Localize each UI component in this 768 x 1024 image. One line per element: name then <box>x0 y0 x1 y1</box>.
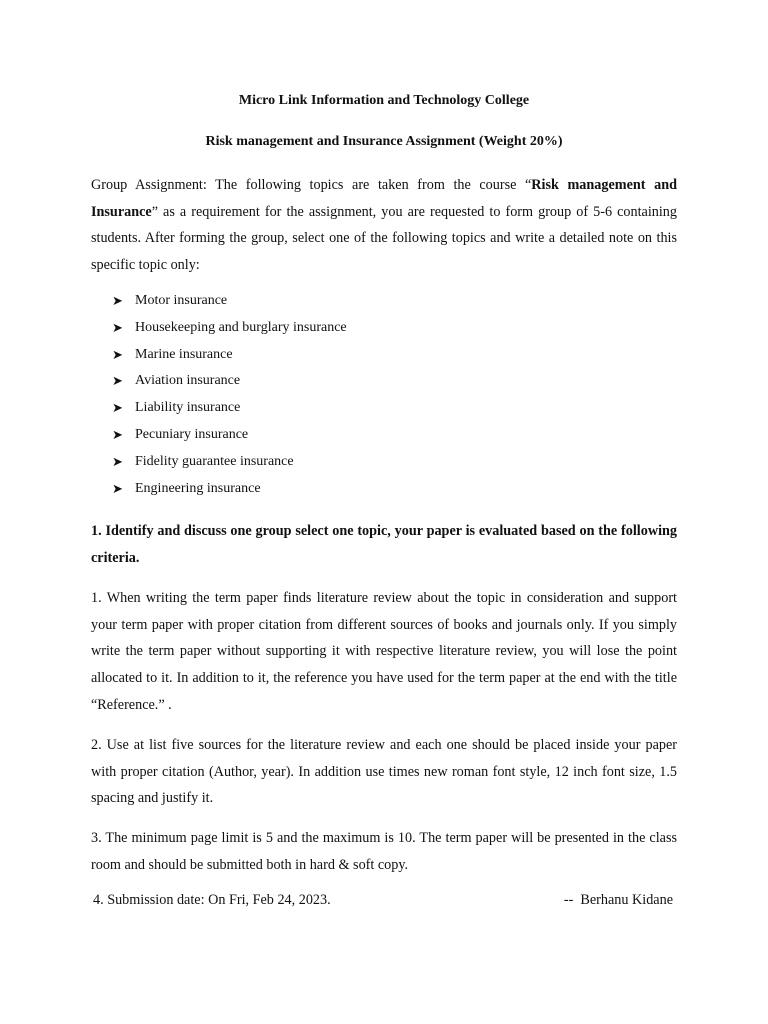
list-item <box>112 371 347 398</box>
topic-label: Liability insurance <box>135 400 241 416</box>
college-name-heading: Micro Link Information and Technology College <box>238 93 530 108</box>
topic-label: Engineering insurance <box>135 480 261 496</box>
arrowhead-bullet-icon: ➤ <box>112 426 123 442</box>
list-item <box>112 398 347 425</box>
arrowhead-bullet-icon: ➤ <box>112 400 123 416</box>
arrowhead-bullet-icon: ➤ <box>112 480 123 496</box>
list-item <box>112 479 347 506</box>
arrowhead-bullet-icon: ➤ <box>112 453 123 469</box>
topic-label: Fidelity guarantee insurance <box>135 453 294 469</box>
assignment-title-heading: Risk management and Insurance Assignment (Weight 20%) <box>205 134 563 149</box>
topic-list <box>112 291 347 505</box>
criteria-paragraph-2: 2. Use at list five sources for the literature review and each one should be placed inside your paper with proper citation (Author, year). In addition use times new roman font style, 12 inch font size, 1.5 spacing and justify it. <box>91 737 677 807</box>
list-item <box>112 318 347 345</box>
topic-label: Motor insurance <box>135 293 228 308</box>
list-item <box>112 452 347 479</box>
criteria-paragraph-3: 3. The minimum page limit is 5 and the maximum is 10. The term paper will be presented in the class room and should be submitted both in hard & soft copy. <box>91 830 677 873</box>
topic-label: Marine insurance <box>135 346 233 362</box>
arrowhead-bullet-icon: ➤ <box>112 319 123 335</box>
topic-label: Pecuniary insurance <box>135 426 249 442</box>
author-signature: -- Berhanu Kidane <box>563 892 673 908</box>
list-item <box>112 425 347 452</box>
intro-rest: ” as a requirement for the assignment, you are requested to form group of 5-6 containing students. After forming the group, select one of the following topics and write a detailed note on this specific topic only: <box>91 203 677 274</box>
arrowhead-bullet-icon: ➤ <box>112 346 123 362</box>
topic-label: Aviation insurance <box>135 373 241 389</box>
criteria-paragraph-1: 1. When writing the term paper finds literature review about the topic in consideration and support your term paper with proper citation from different sources of books and journals only. If you simply write the term paper without supporting it with respective literature review, you will lose the point allocated to it. In addition to it, the reference you have used for the term paper at the end with the title “Reference.” . <box>91 590 677 713</box>
list-item <box>112 345 347 372</box>
course-name: Risk management and Insurance <box>91 177 677 220</box>
arrowhead-bullet-icon: ➤ <box>112 293 123 308</box>
criteria-heading: 1. Identify and discuss one group select one topic, your paper is evaluated based on the following criteria. <box>91 523 677 566</box>
arrowhead-bullet-icon: ➤ <box>112 373 123 389</box>
submission-date: 4. Submission date: On Fri, Feb 24, 2023. <box>93 892 331 908</box>
topic-label: Housekeeping and burglary insurance <box>135 319 347 335</box>
intro-paragraph <box>91 172 677 279</box>
intro-lead: Group Assignment: The following topics are taken from the course “ <box>91 177 532 193</box>
list-item <box>112 291 347 318</box>
